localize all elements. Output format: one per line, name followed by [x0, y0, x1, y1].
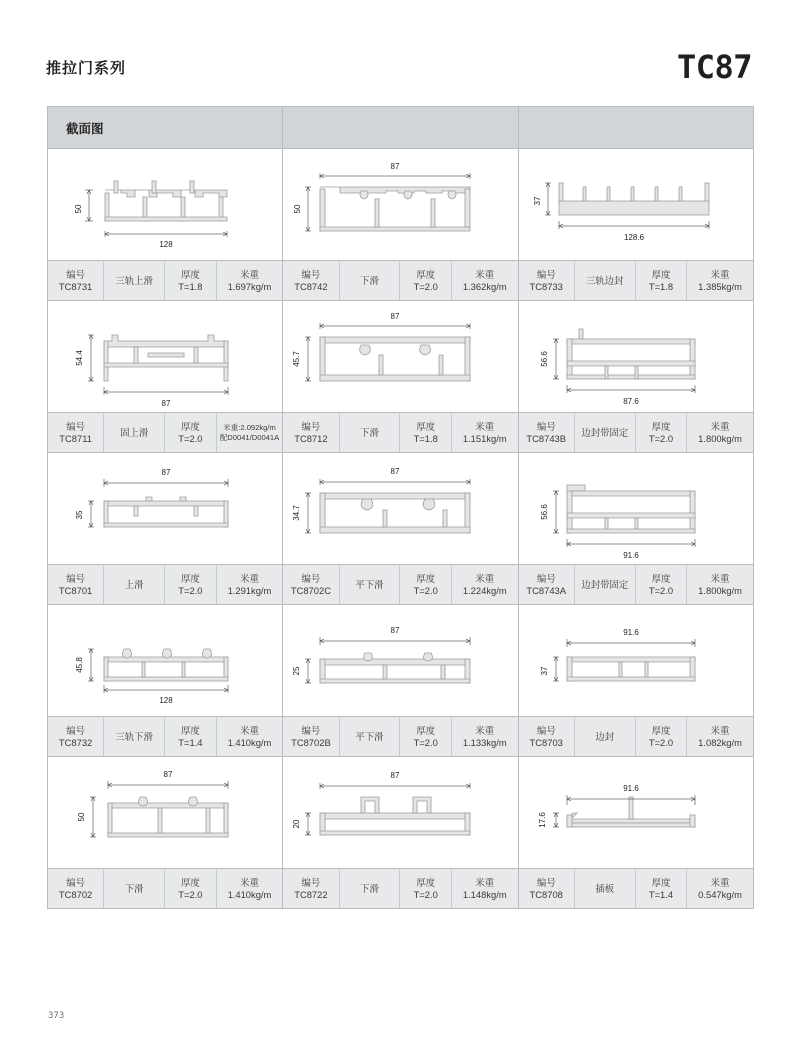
spec-code-value: TC8731	[58, 280, 93, 292]
spec-name	[104, 261, 165, 300]
spec-weight	[452, 717, 518, 756]
spec-row	[48, 413, 754, 453]
page-header	[0, 0, 800, 96]
spec-code-value: TC8702	[58, 888, 93, 900]
spec-code-value: TC8711	[59, 432, 92, 444]
dim-width: 128	[159, 696, 173, 705]
spec-code-label: 编号	[301, 268, 321, 280]
spec-thickness-label: 厚度	[181, 572, 200, 584]
spec-weight	[217, 261, 283, 300]
spec-weight-label: 米重	[710, 724, 730, 736]
spec-code	[283, 413, 339, 452]
spec-weight-value: 1.151kg/m	[462, 432, 507, 444]
spec-weight	[452, 869, 518, 908]
spec-code-label: 编号	[66, 268, 85, 280]
spec-thickness	[165, 261, 217, 300]
spec-code-value: TC8722	[294, 888, 328, 900]
dim-width: 87	[390, 626, 400, 635]
spec-code-value: TC8701	[58, 584, 93, 596]
spec-code-value: TC8743A	[526, 584, 566, 596]
spec-weight-label: 米重	[240, 572, 259, 584]
spec-thickness-label: 厚度	[416, 268, 436, 280]
spec-thickness-value: T=1.8	[178, 280, 203, 292]
table-header-cell	[519, 107, 754, 149]
spec-name-value: 下滑	[360, 274, 379, 286]
spec-name-value: 插板	[595, 882, 615, 894]
spec-code	[48, 565, 104, 604]
spec-thickness-value: T=2.0	[178, 888, 203, 900]
spec-thickness	[636, 261, 688, 300]
spec-cell	[48, 717, 283, 757]
spec-name	[575, 869, 636, 908]
spec-weight	[687, 261, 753, 300]
spec-weight-label: 米重	[240, 876, 259, 888]
spec-code-label: 编号	[536, 876, 556, 888]
spec-cell	[48, 869, 283, 909]
spec-weight	[217, 565, 283, 604]
profile-figure	[48, 149, 283, 261]
dim-height: 54.4	[75, 350, 84, 366]
spec-row	[48, 869, 754, 909]
spec-thickness-label: 厚度	[181, 420, 200, 432]
spec-name-value: 固上滑	[120, 426, 149, 438]
spec-code-value: TC8702C	[290, 584, 331, 596]
spec-thickness-label: 厚度	[416, 420, 436, 432]
spec-cell	[519, 413, 754, 453]
spec-thickness-value: T=2.0	[648, 736, 674, 748]
spec-code-value: TC8702B	[291, 736, 331, 748]
spec-code-label: 编号	[301, 572, 321, 584]
spec-name	[575, 413, 636, 452]
spec-name-value: 上滑	[124, 578, 144, 590]
spec-weight-value: 1.291kg/m	[227, 584, 272, 596]
dim-width: 87.6	[622, 397, 639, 406]
dim-height: 37	[539, 666, 549, 676]
spec-thickness-value: T=1.4	[648, 888, 674, 900]
spec-name-value: 边封带固定	[581, 426, 629, 438]
dim-width: 87	[390, 312, 400, 321]
dim-width: 87	[390, 771, 400, 780]
spec-thickness	[400, 261, 452, 300]
spec-thickness	[636, 413, 688, 452]
profile-figure	[283, 605, 518, 717]
spec-thickness	[400, 717, 452, 756]
spec-code	[48, 261, 104, 300]
spec-name	[340, 261, 401, 300]
profile-figure	[48, 301, 283, 413]
spec-row	[48, 261, 754, 301]
spec-thickness-value: T=2.0	[413, 888, 438, 900]
spec-thickness	[165, 869, 217, 908]
spec-cell	[283, 869, 518, 909]
spec-code-value: TC8712	[294, 432, 328, 444]
dim-width: 128	[159, 240, 173, 249]
spec-weight-label: 米重	[240, 268, 259, 280]
spec-name-value: 边封	[595, 730, 615, 742]
spec-thickness	[165, 717, 217, 756]
spec-code	[519, 717, 575, 756]
dim-height: 50	[74, 204, 83, 214]
dim-height: 56.6	[539, 351, 549, 367]
spec-name	[575, 261, 636, 300]
spec-thickness-label: 厚度	[416, 572, 436, 584]
spec-name	[104, 717, 165, 756]
spec-weight-value: 1.410kg/m	[227, 888, 272, 900]
profile-figure	[48, 605, 283, 717]
spec-row	[48, 565, 754, 605]
spec-thickness-label: 厚度	[651, 572, 671, 584]
spec-thickness-value: T=1.4	[178, 736, 203, 748]
spec-name	[340, 869, 401, 908]
spec-code-value: TC8732	[58, 736, 93, 748]
spec-name-value: 边封带固定	[581, 578, 629, 590]
spec-code	[519, 261, 575, 300]
spec-name-value: 三轨上滑	[115, 274, 153, 286]
spec-code-label: 编号	[301, 876, 321, 888]
dim-height: 45.7	[292, 351, 302, 367]
spec-thickness-label: 厚度	[181, 268, 200, 280]
dim-height: 37	[532, 196, 542, 206]
spec-name	[575, 717, 636, 756]
spec-code-label: 编号	[66, 724, 85, 736]
spec-thickness-value: T=2.0	[648, 432, 674, 444]
spec-cell	[48, 413, 283, 453]
profile-figure	[283, 757, 518, 869]
spec-code-label: 编号	[66, 420, 85, 432]
spec-weight-label: 米重	[475, 268, 495, 280]
spec-code-label: 编号	[536, 572, 556, 584]
figure-row	[48, 149, 754, 261]
spec-code-value: TC8742	[294, 280, 328, 292]
spec-thickness-value: T=2.0	[648, 584, 674, 596]
spec-weight-label: 米重:2.092kg/m	[223, 423, 276, 433]
spec-cell	[283, 565, 518, 605]
spec-cell	[48, 261, 283, 301]
dim-height: 45.8	[75, 657, 84, 673]
spec-name	[104, 413, 165, 452]
spec-row	[48, 717, 754, 757]
spec-weight-value: 1.800kg/m	[698, 432, 742, 444]
spec-cell	[48, 565, 283, 605]
figure-row	[48, 605, 754, 717]
spec-thickness-label: 厚度	[181, 724, 200, 736]
spec-name	[575, 565, 636, 604]
spec-code-label: 编号	[536, 420, 556, 432]
spec-weight-label: 米重	[475, 724, 495, 736]
spec-code-value: TC8743B	[526, 432, 566, 444]
spec-code	[48, 869, 104, 908]
spec-weight	[687, 413, 753, 452]
dim-height: 50	[293, 204, 303, 214]
spec-code	[283, 869, 339, 908]
spec-thickness	[165, 565, 217, 604]
table-header-label: 截面图	[66, 121, 104, 136]
spec-weight-label: 米重	[710, 268, 730, 280]
profile-figure	[283, 149, 518, 261]
spec-name-value: 下滑	[124, 882, 144, 894]
spec-code	[48, 413, 104, 452]
dim-width: 87	[163, 770, 173, 779]
spec-name-value: 平下滑	[355, 578, 384, 590]
spec-thickness-label: 厚度	[651, 268, 671, 280]
dim-width: 91.6	[622, 628, 639, 637]
spec-weight-value: 配D0041/D0041A	[219, 432, 280, 442]
spec-weight	[452, 261, 518, 300]
spec-thickness-value: T=1.8	[413, 432, 438, 444]
spec-name-value: 下滑	[360, 882, 379, 894]
spec-weight	[687, 717, 753, 756]
spec-weight-value: 1.148kg/m	[462, 888, 507, 900]
profile-figure	[283, 301, 518, 413]
spec-thickness	[400, 869, 452, 908]
spec-weight-value: 1.697kg/m	[227, 280, 272, 292]
dim-width: 91.6	[622, 551, 639, 560]
spec-thickness-value: T=2.0	[178, 584, 203, 596]
spec-thickness	[636, 869, 688, 908]
spec-weight-label: 米重	[710, 572, 730, 584]
spec-weight-label: 米重	[710, 876, 730, 888]
spec-thickness-label: 厚度	[416, 724, 436, 736]
dim-width: 87	[390, 467, 400, 476]
profile-figure	[519, 149, 754, 261]
series-code: TC87	[676, 48, 752, 86]
spec-name	[104, 565, 165, 604]
page-title: 推拉门系列	[46, 60, 127, 77]
spec-code	[283, 565, 339, 604]
dim-height: 50	[77, 812, 86, 822]
spec-code	[283, 717, 339, 756]
table-header-cell	[48, 107, 283, 149]
spec-thickness-label: 厚度	[651, 724, 671, 736]
spec-weight	[452, 565, 518, 604]
table-header-cell	[283, 107, 518, 149]
profile-figure	[283, 453, 518, 565]
spec-name	[340, 717, 401, 756]
spec-weight	[687, 869, 753, 908]
spec-name-value: 下滑	[360, 426, 379, 438]
spec-weight	[217, 869, 283, 908]
dim-height: 20	[292, 819, 302, 829]
spec-weight-value: 1.410kg/m	[227, 736, 272, 748]
dim-width: 87	[161, 468, 171, 477]
figure-row	[48, 757, 754, 869]
spec-thickness-value: T=2.0	[413, 736, 438, 748]
spec-cell	[283, 413, 518, 453]
spec-code-label: 编号	[536, 268, 556, 280]
figure-row	[48, 453, 754, 565]
spec-weight-label: 米重	[475, 420, 495, 432]
dim-height: 35	[75, 510, 84, 520]
spec-cell	[519, 565, 754, 605]
spec-code-label: 编号	[66, 876, 85, 888]
spec-name-value: 三轨边封	[586, 274, 624, 286]
spec-thickness-label: 厚度	[181, 876, 200, 888]
spec-thickness-label: 厚度	[651, 876, 671, 888]
spec-name	[104, 869, 165, 908]
profile-figure	[48, 453, 283, 565]
section-table	[47, 106, 754, 909]
spec-name	[340, 565, 401, 604]
profile-figure	[519, 605, 754, 717]
spec-name-value: 三轨下滑	[115, 730, 153, 742]
spec-thickness	[400, 413, 452, 452]
figure-row	[48, 301, 754, 413]
spec-thickness-label: 厚度	[416, 876, 436, 888]
spec-code-label: 编号	[301, 724, 321, 736]
spec-cell	[519, 869, 754, 909]
spec-code-label: 编号	[66, 572, 85, 584]
spec-code	[283, 261, 339, 300]
spec-code-label: 编号	[301, 420, 321, 432]
dim-width: 91.6	[622, 784, 639, 793]
spec-code-value: TC8733	[529, 280, 563, 292]
profile-figure	[48, 757, 283, 869]
spec-weight-value: 0.547kg/m	[698, 888, 742, 900]
spec-code-value: TC8708	[529, 888, 563, 900]
spec-thickness-value: T=2.0	[413, 280, 438, 292]
profile-figure	[519, 301, 754, 413]
spec-weight-value: 1.082kg/m	[698, 736, 742, 748]
spec-thickness	[636, 717, 688, 756]
spec-weight-label: 米重	[475, 572, 495, 584]
profile-figure	[519, 453, 754, 565]
spec-weight-value: 1.800kg/m	[698, 584, 742, 596]
dim-height: 56.6	[539, 504, 549, 520]
spec-thickness	[636, 565, 688, 604]
spec-weight	[452, 413, 518, 452]
spec-weight-label: 米重	[475, 876, 495, 888]
spec-code	[519, 413, 575, 452]
spec-name	[340, 413, 401, 452]
spec-thickness-label: 厚度	[651, 420, 671, 432]
spec-cell	[519, 261, 754, 301]
dim-width: 87	[390, 162, 400, 171]
dim-height: 34.7	[292, 505, 302, 521]
spec-weight-label: 米重	[240, 724, 259, 736]
spec-weight-value: 1.133kg/m	[462, 736, 507, 748]
spec-weight-value: 1.362kg/m	[462, 280, 507, 292]
dim-height: 25	[292, 666, 302, 676]
spec-weight	[217, 413, 283, 452]
spec-cell	[283, 717, 518, 757]
spec-code	[519, 869, 575, 908]
spec-code-value: TC8703	[529, 736, 563, 748]
dim-height: 17.6	[537, 812, 547, 828]
dim-width: 128.6	[623, 233, 644, 242]
spec-thickness-value: T=1.8	[648, 280, 674, 292]
spec-cell	[519, 717, 754, 757]
spec-weight	[217, 717, 283, 756]
spec-thickness-value: T=2.0	[178, 432, 203, 444]
spec-weight-value: 1.385kg/m	[698, 280, 742, 292]
spec-thickness	[400, 565, 452, 604]
profile-figure	[519, 757, 754, 869]
table-header-row	[48, 107, 754, 149]
spec-code	[519, 565, 575, 604]
spec-thickness-value: T=2.0	[413, 584, 438, 596]
spec-weight-label: 米重	[710, 420, 730, 432]
spec-weight	[687, 565, 753, 604]
page-number: 373	[48, 1011, 65, 1021]
spec-thickness	[165, 413, 217, 452]
spec-cell	[283, 261, 518, 301]
spec-weight-value: 1.224kg/m	[462, 584, 507, 596]
spec-code	[48, 717, 104, 756]
spec-code-label: 编号	[536, 724, 556, 736]
dim-width: 87	[161, 399, 171, 408]
spec-name-value: 平下滑	[355, 730, 384, 742]
